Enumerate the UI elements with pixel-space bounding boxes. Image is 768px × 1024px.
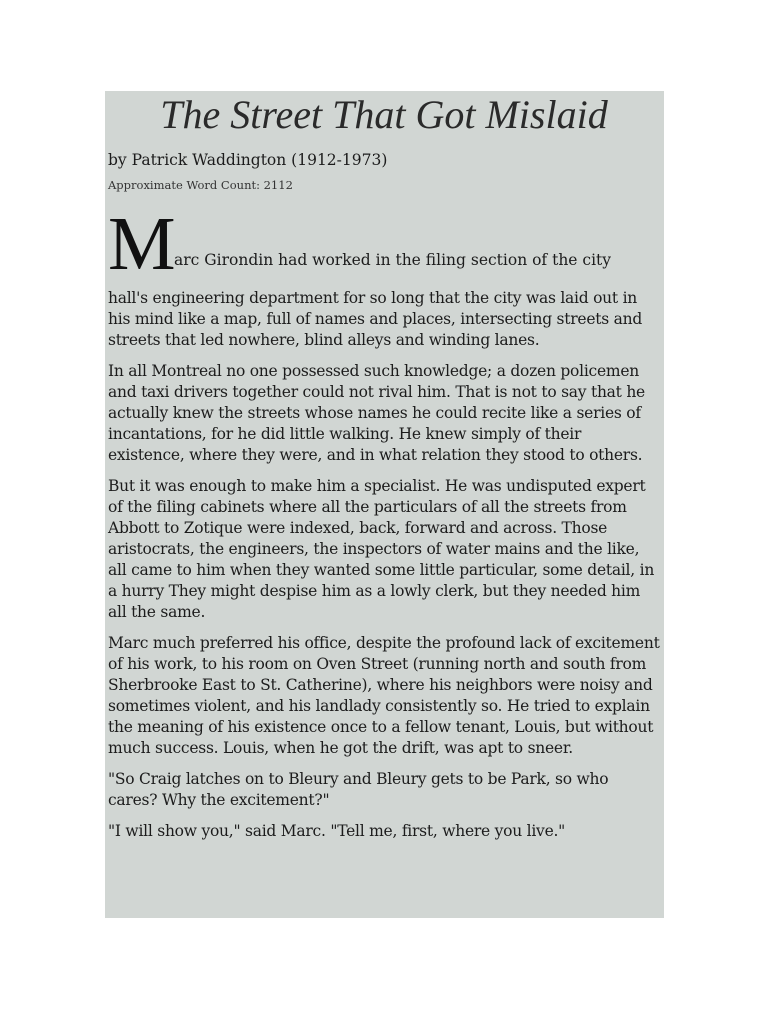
word-count: Approximate Word Count: 2112 — [108, 178, 293, 192]
paragraph-6: "I will show you," said Marc. "Tell me, first, where you live." — [108, 822, 566, 840]
paragraph-5: "So Craig latches on to Bleury and Bleury gets to be Park, so who cares? Why the excitement?" — [108, 770, 609, 809]
author-byline: by Patrick Waddington (1912-1973) — [108, 151, 388, 169]
paragraph-3: But it was enough to make him a specialist. He was undisputed expert of the filing cabinets where all the particulars of all the streets from Abbott to Zotique were indexed, back, forward and across. Those aristocrats, the engineers, the inspectors of water mains and the like, all came to him when they wanted some little particular, some detail, in a hurry They might despise him as a lowly clerk, but they needed him all the same. — [108, 477, 655, 621]
paragraph-1: hall's engineering department for so long that the city was laid out in his mind like a map, full of names and places, intersecting streets and streets that led nowhere, blind alleys and winding lanes. — [108, 289, 643, 349]
story-title: The Street That Got Mislaid — [160, 92, 608, 137]
drop-cap: M — [108, 202, 176, 286]
opening-line-text: arc Girondin had worked in the filing section of the city — [174, 251, 612, 269]
document-page — [105, 91, 664, 918]
paragraph-2: In all Montreal no one possessed such knowledge; a dozen policemen and taxi drivers together could not rival him. That is not to say that he actually knew the streets whose names he could recite like a series of incantations, for he did little walking. He knew simply of their existence, where they were, and in what relation they stood to others. — [108, 362, 645, 464]
opening-line — [108, 202, 660, 286]
paragraph-4: Marc much preferred his office, despite the profound lack of excitement of his work, to his room on Oven Street (running north and south from Sherbrooke East to St. Catherine), where his neighbors were noisy and sometimes violent, and his landlady consistently so. He tried to explain the meaning of his existence once to a fellow tenant, Louis, but without much success. Louis, when he got the drift, was apt to sneer. — [108, 634, 660, 757]
